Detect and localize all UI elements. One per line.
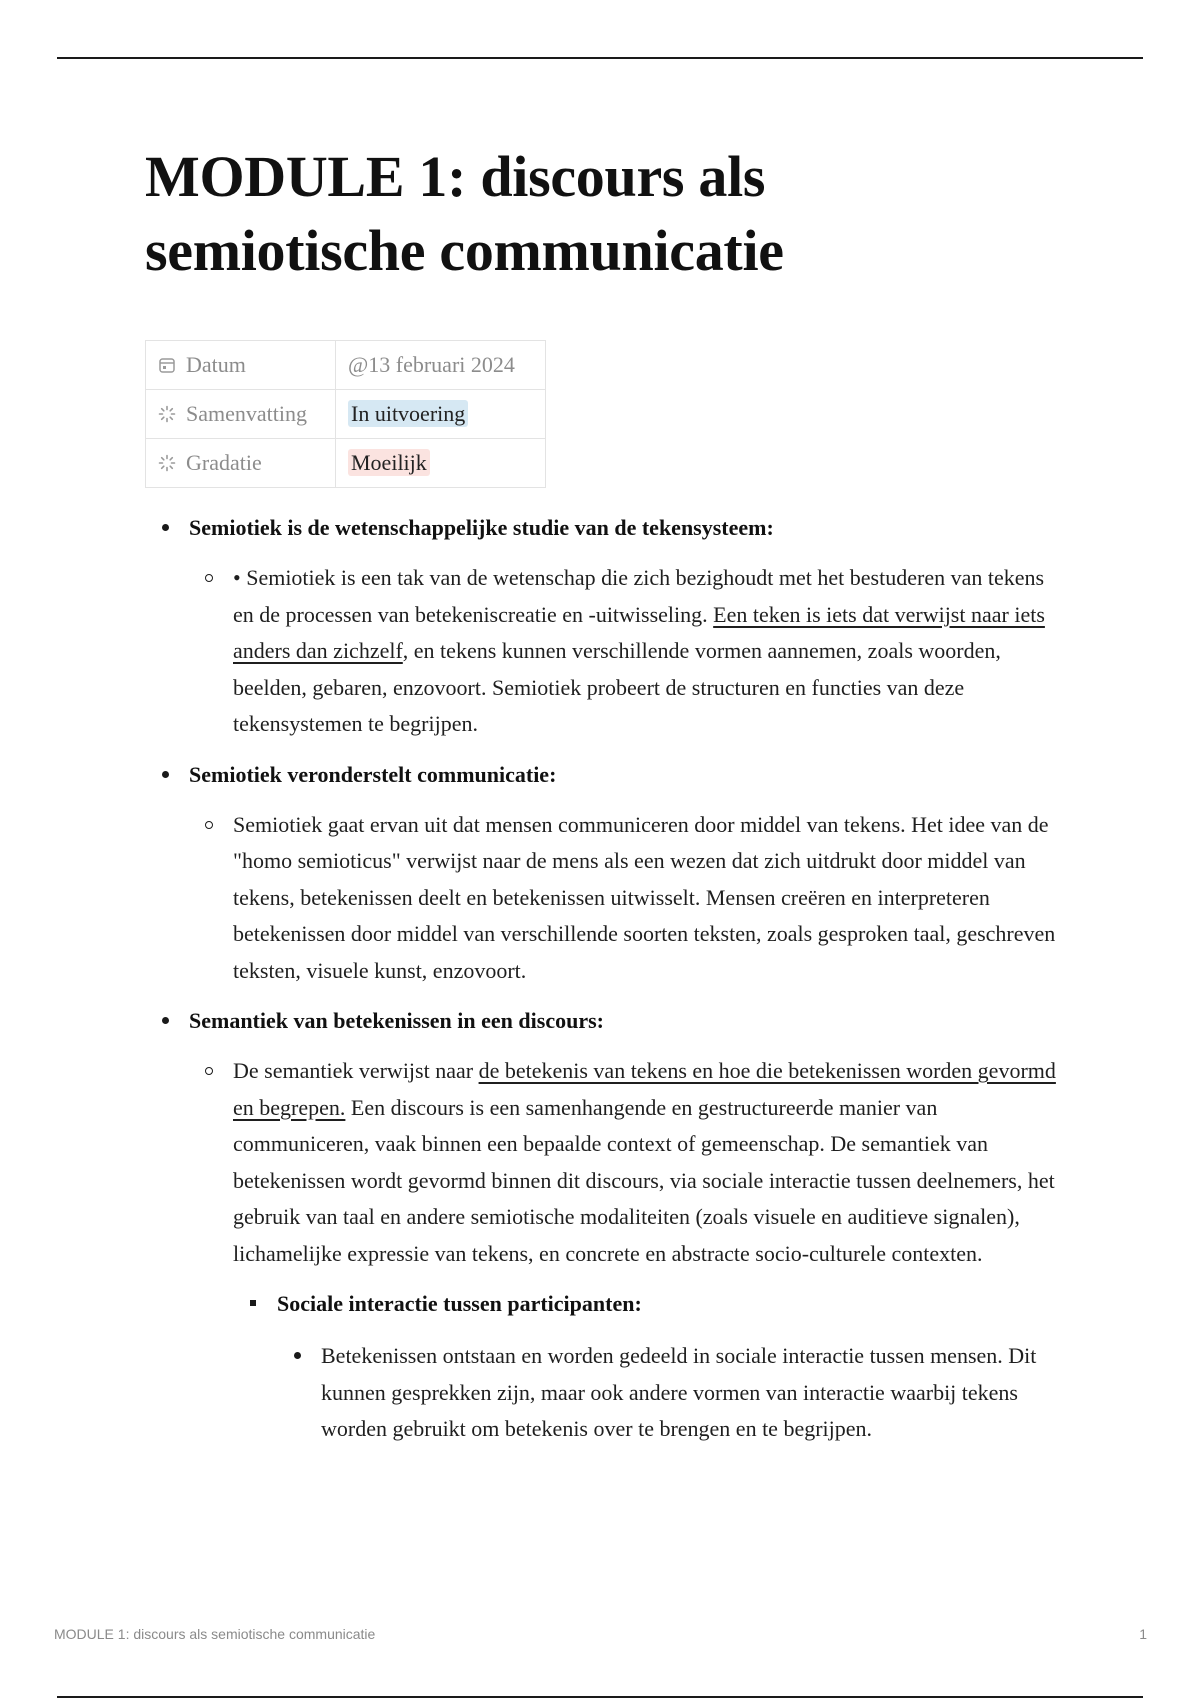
properties-table	[145, 340, 546, 488]
property-key-cell	[146, 390, 336, 439]
property-value-cell[interactable]	[336, 390, 546, 439]
paragraph: Betekenissen ontstaan en worden gedeeld in sociale interactie tussen mensen. Dit kunnen gesprekken zijn, maar ook andere vormen van interactie waarbij tekens worden gebruikt om betekenis over te brengen en te begrijpen.	[321, 1343, 1037, 1441]
section-heading: Semiotiek veronderstelt communicatie:	[189, 761, 557, 787]
property-key: Datum	[186, 352, 246, 377]
page-title: MODULE 1: discours als semiotische communicatie	[145, 144, 784, 283]
bullet-square-icon	[250, 1300, 256, 1306]
text-run: • Semiotiek is een tak van de wetenschap die zich bezighoudt met het bestuderen van tekens en de processen van betekeniscreatie en -uitwisseling.	[233, 565, 1045, 627]
bullet-circle-icon	[205, 821, 213, 829]
section-heading: Semiotiek is de wetenschappelijke studie van de tekensysteem:	[189, 515, 774, 540]
sub-list	[189, 807, 1065, 990]
loading-icon	[158, 405, 176, 423]
list-item	[277, 1338, 1065, 1448]
top-rule	[57, 57, 1143, 59]
text-run: Een discours is een samenhangende en gestructureerde manier van communiceren, vaak binnen een bepaalde context of gemeenschap. De semantiek van betekenissen wordt gevormd binnen dit discours, via sociale interactie tussen deelnemers, het gebruik van taal en andere semiotische modaliteiten (zoals visuele en auditieve signalen), lichamelijke expressie van tekens, en concrete en abstracte socio-culturele contexten.	[233, 1094, 1055, 1266]
status-badge[interactable]: In uitvoering	[348, 400, 468, 427]
list-item	[145, 757, 1065, 990]
text-run: , en tekens kunnen verschillende vormen aannemen, zoals woorden, beelden, gebaren, enzovoort. Semiotiek probeert de structuren en functies van deze tekensystemen te begrijpen.	[233, 638, 1001, 736]
loading-icon	[158, 454, 176, 472]
list-item	[189, 1053, 1065, 1448]
footer-title: MODULE 1: discours als semiotische communicatie	[54, 1626, 376, 1642]
property-value[interactable]: @13 februari 2024	[336, 341, 546, 390]
paragraph	[233, 560, 1063, 743]
list-item	[145, 510, 1065, 743]
bullet-disc-icon	[294, 1352, 301, 1359]
sub-list	[189, 1053, 1065, 1448]
subsection-heading: Sociale interactie tussen participanten:	[277, 1291, 642, 1316]
page-content	[145, 140, 1065, 1462]
bottom-rule	[57, 1696, 1143, 1698]
property-key-cell	[146, 439, 336, 488]
sub-sub-sub-list	[277, 1338, 1065, 1448]
sub-sub-list	[233, 1286, 1065, 1448]
paragraph	[233, 1053, 1063, 1272]
page-number: 1	[1139, 1626, 1147, 1642]
property-key: Gradatie	[186, 450, 262, 475]
property-key: Samenvatting	[186, 401, 307, 426]
underlined-text: Een teken is iets dat verwijst naar iets anders dan zichzelf	[233, 601, 1045, 663]
difficulty-badge[interactable]: Moeilijk	[348, 449, 430, 476]
list-item	[145, 1003, 1065, 1448]
list-item	[233, 1286, 1065, 1448]
section-heading: Semantiek van betekenissen in een discours:	[189, 1008, 604, 1033]
property-row-gradatie[interactable]	[146, 439, 546, 488]
bullet-circle-icon	[205, 1067, 213, 1075]
underlined-text: de betekenis van tekens en hoe die betekenissen worden gevormd en begrepen.	[233, 1058, 1056, 1120]
calendar-icon	[158, 356, 176, 374]
sub-list	[189, 560, 1065, 743]
bullet-disc-icon	[162, 771, 169, 778]
list-item	[189, 560, 1065, 743]
property-row-samenvatting[interactable]	[146, 390, 546, 439]
property-key-cell	[146, 341, 336, 390]
property-value-cell[interactable]	[336, 439, 546, 488]
bullet-disc-icon	[162, 1017, 169, 1024]
bullet-disc-icon	[162, 524, 169, 531]
page-footer	[54, 1626, 1147, 1642]
bullet-list	[145, 510, 1065, 1448]
bullet-circle-icon	[205, 574, 213, 582]
list-item	[189, 807, 1065, 990]
property-row-datum[interactable]	[146, 341, 546, 390]
paragraph: Semiotiek gaat ervan uit dat mensen communiceren door middel van tekens. Het idee van de "homo semioticus" verwijst naar de mens als een wezen dat zich uitdrukt door middel van tekens, betekenissen deelt en betekenissen uitwisselt. Mensen creëren en interpreteren betekenissen door middel van verschillende soorten teksten, zoals gesproken taal, geschreven teksten, visuele kunst, enzovoort.	[233, 811, 1056, 983]
text-run: De semantiek verwijst naar	[233, 1058, 479, 1083]
